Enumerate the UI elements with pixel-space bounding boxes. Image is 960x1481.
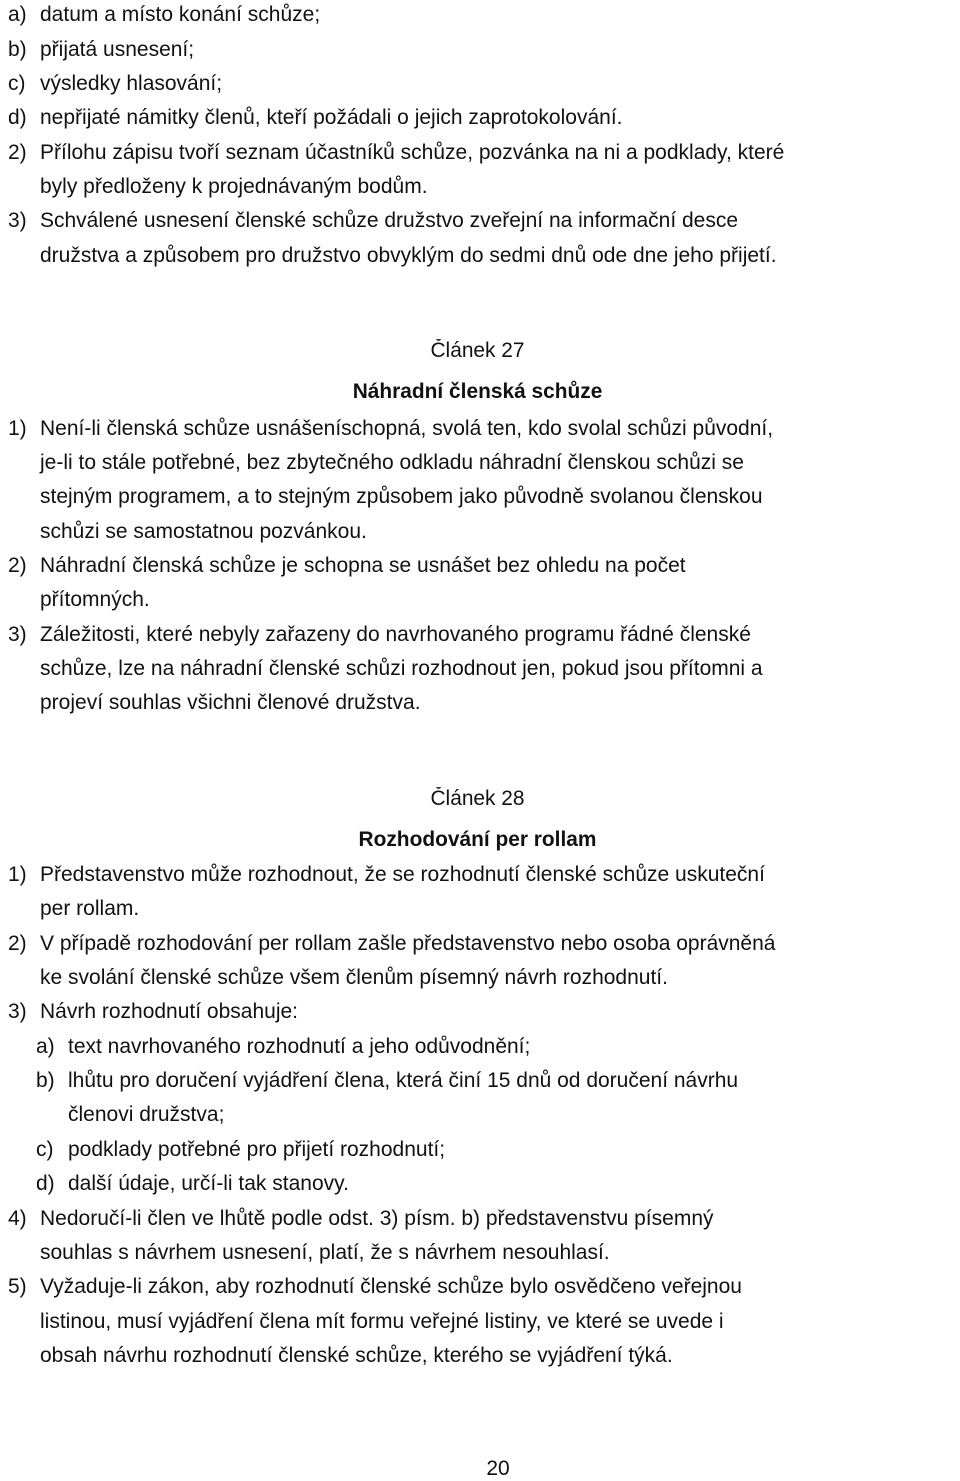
list-item-text: podklady potřebné pro přijetí rozhodnutí; xyxy=(68,1138,446,1161)
paragraph-line: Návrh rozhodnutí obsahuje: xyxy=(40,1000,298,1023)
paragraph-line: projeví souhlas všichni členové družstva. xyxy=(40,691,421,714)
list-label: b) xyxy=(36,1069,55,1092)
paragraph-line: přítomných. xyxy=(40,588,150,611)
list-item-text: lhůtu pro doručení vyjádření člena, která činí 15 dnů od doručení návrhu xyxy=(68,1069,739,1092)
paragraph-line: schůze, lze na náhradní členské schůzi rozhodnout jen, pokud jsou přítomni a xyxy=(40,657,763,680)
paragraph-line: listinou, musí vyjádření člena mít formu veřejné listiny, ve které se uvede i xyxy=(40,1310,724,1333)
list-item-text: další údaje, určí-li tak stanovy. xyxy=(68,1172,349,1195)
list-label: d) xyxy=(8,106,27,129)
paragraph-line: V případě rozhodování per rollam zašle představenstvo nebo osoba oprávněná xyxy=(40,932,776,955)
paragraph-number: 4) xyxy=(8,1207,27,1230)
paragraph-line: Náhradní členská schůze je schopna se usnášet bez ohledu na počet xyxy=(40,554,686,577)
list-item-text: členovi družstva; xyxy=(68,1103,225,1126)
list-item-text: výsledky hlasování; xyxy=(40,72,223,95)
paragraph-number: 3) xyxy=(8,209,27,232)
paragraph-number: 1) xyxy=(8,417,27,440)
paragraph-line: Vyžaduje-li zákon, aby rozhodnutí členské schůze bylo osvědčeno veřejnou xyxy=(40,1275,742,1298)
paragraph-line: Představenstvo může rozhodnout, že se rozhodnutí členské schůze uskuteční xyxy=(40,863,765,886)
page-number: 20 xyxy=(486,1457,510,1480)
paragraph-line: stejným programem, a to stejným způsobem jako původně svolanou členskou xyxy=(40,485,763,508)
paragraph-line: je-li to stále potřebné, bez zbytečného odkladu náhradní členskou schůzi se xyxy=(40,451,744,474)
paragraph-line: Není-li členská schůze usnášeníschopná, svolá ten, kdo svolal schůzi původní, xyxy=(40,417,774,440)
paragraph-line: Záležitosti, které nebyly zařazeny do navrhovaného programu řádné členské xyxy=(40,623,751,646)
paragraph-line: Schválené usnesení členské schůze družstvo zveřejní na informační desce xyxy=(40,209,739,232)
article-title: Náhradní členská schůze xyxy=(352,380,603,403)
paragraph-line: byly předloženy k projednávaným bodům. xyxy=(40,175,428,198)
list-label: c) xyxy=(36,1138,54,1161)
paragraph-line: schůzi se samostatnou pozvánkou. xyxy=(40,520,367,543)
paragraph-line: ke svolání členské schůze všem členům písemný návrh rozhodnutí. xyxy=(40,966,668,989)
paragraph-line: družstva a způsobem pro družstvo obvyklým do sedmi dnů ode dne jeho přijetí. xyxy=(40,244,777,267)
paragraph-number: 3) xyxy=(8,1000,27,1023)
article-number: Článek 28 xyxy=(430,787,525,810)
article-title: Rozhodování per rollam xyxy=(358,828,597,851)
list-item-text: text navrhovaného rozhodnutí a jeho odůvodnění; xyxy=(68,1035,531,1058)
list-item-text: nepřijaté námitky členů, kteří požádali o jejich zaprotokolování. xyxy=(40,106,623,129)
paragraph-number: 5) xyxy=(8,1275,27,1298)
paragraph-number: 2) xyxy=(8,554,27,577)
list-item-text: přijatá usnesení; xyxy=(40,38,195,61)
list-item-text: datum a místo konání schůze; xyxy=(40,3,321,26)
article-number: Článek 27 xyxy=(430,339,525,362)
list-label: a) xyxy=(36,1035,55,1058)
paragraph-number: 3) xyxy=(8,623,27,646)
list-label: a) xyxy=(8,3,27,26)
paragraph-line: Nedoručí-li člen ve lhůtě podle odst. 3) písm. b) představenstvu písemný xyxy=(40,1207,714,1230)
paragraph-line: obsah návrhu rozhodnutí členské schůze, kterého se vyjádření týká. xyxy=(40,1344,673,1367)
paragraph-number: 2) xyxy=(8,141,27,164)
paragraph-line: souhlas s návrhem usnesení, platí, že s návrhem nesouhlasí. xyxy=(40,1241,610,1264)
paragraph-number: 2) xyxy=(8,932,27,955)
list-label: b) xyxy=(8,38,27,61)
paragraph-line: per rollam. xyxy=(40,897,140,920)
list-label: d) xyxy=(36,1172,55,1195)
paragraph-line: Přílohu zápisu tvoří seznam účastníků schůze, pozvánka na ni a podklady, které xyxy=(40,141,785,164)
paragraph-number: 1) xyxy=(8,863,27,886)
list-label: c) xyxy=(8,72,26,95)
